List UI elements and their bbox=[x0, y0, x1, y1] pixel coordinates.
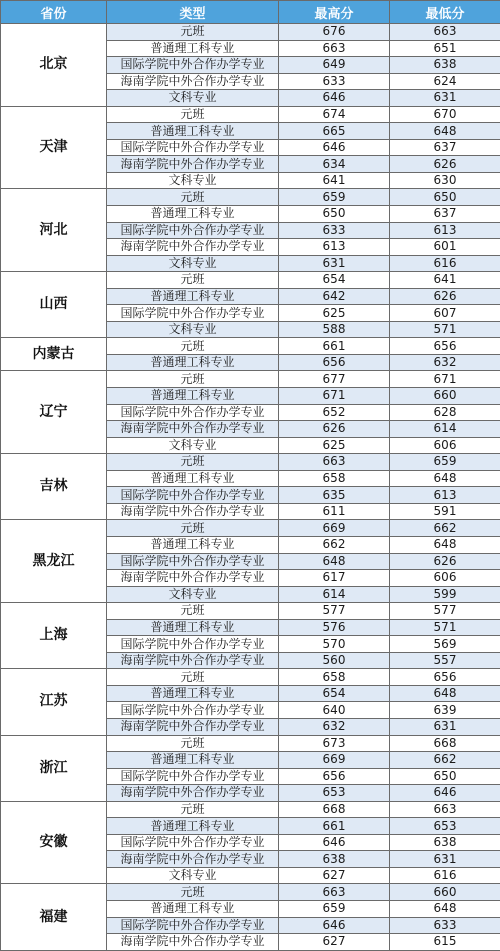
type-cell: 普通理工科专业 bbox=[107, 123, 279, 140]
min-score-cell: 626 bbox=[390, 553, 500, 570]
type-cell: 普通理工科专业 bbox=[107, 388, 279, 405]
type-cell: 文科专业 bbox=[107, 867, 279, 884]
province-cell: 天津 bbox=[1, 106, 107, 189]
header-type: 类型 bbox=[107, 1, 279, 24]
max-score-cell: 588 bbox=[279, 321, 390, 338]
max-score-cell: 663 bbox=[279, 454, 390, 471]
max-score-cell: 626 bbox=[279, 421, 390, 438]
min-score-cell: 630 bbox=[390, 172, 500, 189]
type-cell: 普通理工科专业 bbox=[107, 818, 279, 835]
min-score-cell: 638 bbox=[390, 834, 500, 851]
table-row bbox=[1, 371, 500, 388]
max-score-cell: 641 bbox=[279, 172, 390, 189]
max-score-cell: 642 bbox=[279, 288, 390, 305]
type-cell: 文科专业 bbox=[107, 321, 279, 338]
type-cell: 文科专业 bbox=[107, 255, 279, 272]
max-score-cell: 659 bbox=[279, 189, 390, 206]
max-score-cell: 633 bbox=[279, 73, 390, 90]
max-score-cell: 662 bbox=[279, 536, 390, 553]
type-cell: 国际学院中外合作办学专业 bbox=[107, 702, 279, 719]
table-row bbox=[1, 603, 500, 620]
min-score-cell: 631 bbox=[390, 851, 500, 868]
province-cell: 安徽 bbox=[1, 801, 107, 884]
max-score-cell: 658 bbox=[279, 470, 390, 487]
type-cell: 元班 bbox=[107, 520, 279, 537]
type-cell: 元班 bbox=[107, 371, 279, 388]
type-cell: 海南学院中外合作办学专业 bbox=[107, 156, 279, 173]
max-score-cell: 617 bbox=[279, 570, 390, 587]
type-cell: 海南学院中外合作办学专业 bbox=[107, 934, 279, 951]
min-score-cell: 670 bbox=[390, 106, 500, 123]
type-cell: 元班 bbox=[107, 338, 279, 355]
max-score-cell: 611 bbox=[279, 503, 390, 520]
type-cell: 普通理工科专业 bbox=[107, 206, 279, 223]
max-score-cell: 613 bbox=[279, 239, 390, 256]
min-score-cell: 601 bbox=[390, 239, 500, 256]
province-cell: 山西 bbox=[1, 272, 107, 338]
max-score-cell: 638 bbox=[279, 851, 390, 868]
max-score-cell: 671 bbox=[279, 388, 390, 405]
type-cell: 国际学院中外合作办学专业 bbox=[107, 834, 279, 851]
max-score-cell: 652 bbox=[279, 404, 390, 421]
header-province: 省份 bbox=[1, 1, 107, 24]
table-header bbox=[1, 1, 500, 24]
type-cell: 元班 bbox=[107, 669, 279, 686]
min-score-cell: 656 bbox=[390, 338, 500, 355]
min-score-cell: 648 bbox=[390, 900, 500, 917]
max-score-cell: 654 bbox=[279, 272, 390, 289]
type-cell: 元班 bbox=[107, 801, 279, 818]
table-row bbox=[1, 338, 500, 355]
min-score-cell: 639 bbox=[390, 702, 500, 719]
min-score-cell: 651 bbox=[390, 40, 500, 57]
max-score-cell: 627 bbox=[279, 934, 390, 951]
type-cell: 元班 bbox=[107, 106, 279, 123]
max-score-cell: 646 bbox=[279, 917, 390, 934]
type-cell: 元班 bbox=[107, 454, 279, 471]
min-score-cell: 557 bbox=[390, 652, 500, 669]
type-cell: 国际学院中外合作办学专业 bbox=[107, 222, 279, 239]
province-cell: 江苏 bbox=[1, 669, 107, 735]
province-cell: 辽宁 bbox=[1, 371, 107, 454]
table-row bbox=[1, 520, 500, 537]
min-score-cell: 616 bbox=[390, 867, 500, 884]
min-score-cell: 663 bbox=[390, 24, 500, 41]
max-score-cell: 663 bbox=[279, 884, 390, 901]
min-score-cell: 648 bbox=[390, 536, 500, 553]
table-row bbox=[1, 884, 500, 901]
type-cell: 普通理工科专业 bbox=[107, 536, 279, 553]
header-row bbox=[1, 1, 500, 24]
type-cell: 元班 bbox=[107, 24, 279, 41]
min-score-cell: 656 bbox=[390, 669, 500, 686]
min-score-cell: 660 bbox=[390, 884, 500, 901]
type-cell: 海南学院中外合作办学专业 bbox=[107, 570, 279, 587]
min-score-cell: 626 bbox=[390, 288, 500, 305]
min-score-cell: 637 bbox=[390, 139, 500, 156]
min-score-cell: 650 bbox=[390, 768, 500, 785]
min-score-cell: 616 bbox=[390, 255, 500, 272]
table-row bbox=[1, 669, 500, 686]
max-score-cell: 676 bbox=[279, 24, 390, 41]
max-score-cell: 640 bbox=[279, 702, 390, 719]
min-score-cell: 648 bbox=[390, 123, 500, 140]
type-cell: 国际学院中外合作办学专业 bbox=[107, 768, 279, 785]
max-score-cell: 653 bbox=[279, 785, 390, 802]
type-cell: 文科专业 bbox=[107, 172, 279, 189]
min-score-cell: 638 bbox=[390, 57, 500, 74]
type-cell: 国际学院中外合作办学专业 bbox=[107, 636, 279, 653]
min-score-cell: 613 bbox=[390, 222, 500, 239]
type-cell: 普通理工科专业 bbox=[107, 619, 279, 636]
province-cell: 浙江 bbox=[1, 735, 107, 801]
min-score-cell: 641 bbox=[390, 272, 500, 289]
type-cell: 普通理工科专业 bbox=[107, 288, 279, 305]
min-score-cell: 632 bbox=[390, 354, 500, 371]
max-score-cell: 648 bbox=[279, 553, 390, 570]
type-cell: 普通理工科专业 bbox=[107, 354, 279, 371]
min-score-cell: 660 bbox=[390, 388, 500, 405]
min-score-cell: 606 bbox=[390, 570, 500, 587]
min-score-cell: 626 bbox=[390, 156, 500, 173]
max-score-cell: 625 bbox=[279, 437, 390, 454]
min-score-cell: 614 bbox=[390, 421, 500, 438]
max-score-cell: 633 bbox=[279, 222, 390, 239]
max-score-cell: 650 bbox=[279, 206, 390, 223]
max-score-cell: 646 bbox=[279, 834, 390, 851]
table-row bbox=[1, 189, 500, 206]
type-cell: 海南学院中外合作办学专业 bbox=[107, 652, 279, 669]
max-score-cell: 632 bbox=[279, 718, 390, 735]
min-score-cell: 607 bbox=[390, 305, 500, 322]
table-body bbox=[1, 24, 500, 951]
table-row bbox=[1, 454, 500, 471]
type-cell: 文科专业 bbox=[107, 586, 279, 603]
min-score-cell: 624 bbox=[390, 73, 500, 90]
type-cell: 海南学院中外合作办学专业 bbox=[107, 421, 279, 438]
min-score-cell: 646 bbox=[390, 785, 500, 802]
type-cell: 国际学院中外合作办学专业 bbox=[107, 139, 279, 156]
type-cell: 元班 bbox=[107, 884, 279, 901]
min-score-cell: 577 bbox=[390, 603, 500, 620]
type-cell: 国际学院中外合作办学专业 bbox=[107, 404, 279, 421]
max-score-cell: 570 bbox=[279, 636, 390, 653]
type-cell: 元班 bbox=[107, 603, 279, 620]
max-score-cell: 635 bbox=[279, 487, 390, 504]
max-score-cell: 658 bbox=[279, 669, 390, 686]
header-max-score: 最高分 bbox=[279, 1, 390, 24]
type-cell: 海南学院中外合作办学专业 bbox=[107, 239, 279, 256]
province-cell: 内蒙古 bbox=[1, 338, 107, 371]
type-cell: 普通理工科专业 bbox=[107, 470, 279, 487]
max-score-cell: 668 bbox=[279, 801, 390, 818]
max-score-cell: 646 bbox=[279, 139, 390, 156]
type-cell: 国际学院中外合作办学专业 bbox=[107, 487, 279, 504]
type-cell: 海南学院中外合作办学专业 bbox=[107, 785, 279, 802]
min-score-cell: 648 bbox=[390, 470, 500, 487]
table-row bbox=[1, 272, 500, 289]
max-score-cell: 649 bbox=[279, 57, 390, 74]
min-score-cell: 671 bbox=[390, 371, 500, 388]
min-score-cell: 615 bbox=[390, 934, 500, 951]
table-row bbox=[1, 801, 500, 818]
min-score-cell: 668 bbox=[390, 735, 500, 752]
type-cell: 国际学院中外合作办学专业 bbox=[107, 553, 279, 570]
province-cell: 吉林 bbox=[1, 454, 107, 520]
type-cell: 普通理工科专业 bbox=[107, 40, 279, 57]
max-score-cell: 654 bbox=[279, 685, 390, 702]
table-row bbox=[1, 106, 500, 123]
province-cell: 福建 bbox=[1, 884, 107, 950]
min-score-cell: 631 bbox=[390, 90, 500, 107]
max-score-cell: 665 bbox=[279, 123, 390, 140]
max-score-cell: 673 bbox=[279, 735, 390, 752]
max-score-cell: 631 bbox=[279, 255, 390, 272]
max-score-cell: 577 bbox=[279, 603, 390, 620]
province-cell: 北京 bbox=[1, 24, 107, 107]
max-score-cell: 661 bbox=[279, 818, 390, 835]
max-score-cell: 614 bbox=[279, 586, 390, 603]
max-score-cell: 659 bbox=[279, 900, 390, 917]
max-score-cell: 677 bbox=[279, 371, 390, 388]
min-score-cell: 633 bbox=[390, 917, 500, 934]
max-score-cell: 661 bbox=[279, 338, 390, 355]
min-score-cell: 628 bbox=[390, 404, 500, 421]
min-score-cell: 571 bbox=[390, 321, 500, 338]
min-score-cell: 662 bbox=[390, 752, 500, 769]
min-score-cell: 663 bbox=[390, 801, 500, 818]
type-cell: 普通理工科专业 bbox=[107, 752, 279, 769]
min-score-cell: 631 bbox=[390, 718, 500, 735]
type-cell: 海南学院中外合作办学专业 bbox=[107, 718, 279, 735]
min-score-cell: 648 bbox=[390, 685, 500, 702]
province-cell: 河北 bbox=[1, 189, 107, 272]
min-score-cell: 599 bbox=[390, 586, 500, 603]
max-score-cell: 634 bbox=[279, 156, 390, 173]
province-cell: 上海 bbox=[1, 603, 107, 669]
min-score-cell: 571 bbox=[390, 619, 500, 636]
table-row bbox=[1, 735, 500, 752]
max-score-cell: 663 bbox=[279, 40, 390, 57]
max-score-cell: 656 bbox=[279, 354, 390, 371]
min-score-cell: 650 bbox=[390, 189, 500, 206]
header-min-score: 最低分 bbox=[390, 1, 500, 24]
type-cell: 国际学院中外合作办学专业 bbox=[107, 57, 279, 74]
max-score-cell: 656 bbox=[279, 768, 390, 785]
min-score-cell: 659 bbox=[390, 454, 500, 471]
max-score-cell: 625 bbox=[279, 305, 390, 322]
min-score-cell: 591 bbox=[390, 503, 500, 520]
min-score-cell: 662 bbox=[390, 520, 500, 537]
table-row bbox=[1, 24, 500, 41]
max-score-cell: 627 bbox=[279, 867, 390, 884]
type-cell: 国际学院中外合作办学专业 bbox=[107, 917, 279, 934]
type-cell: 海南学院中外合作办学专业 bbox=[107, 503, 279, 520]
max-score-cell: 646 bbox=[279, 90, 390, 107]
type-cell: 元班 bbox=[107, 735, 279, 752]
max-score-cell: 674 bbox=[279, 106, 390, 123]
type-cell: 普通理工科专业 bbox=[107, 900, 279, 917]
type-cell: 国际学院中外合作办学专业 bbox=[107, 305, 279, 322]
max-score-cell: 669 bbox=[279, 752, 390, 769]
type-cell: 文科专业 bbox=[107, 90, 279, 107]
min-score-cell: 606 bbox=[390, 437, 500, 454]
min-score-cell: 637 bbox=[390, 206, 500, 223]
type-cell: 元班 bbox=[107, 189, 279, 206]
min-score-cell: 653 bbox=[390, 818, 500, 835]
min-score-cell: 569 bbox=[390, 636, 500, 653]
type-cell: 海南学院中外合作办学专业 bbox=[107, 851, 279, 868]
min-score-cell: 613 bbox=[390, 487, 500, 504]
type-cell: 普通理工科专业 bbox=[107, 685, 279, 702]
max-score-cell: 576 bbox=[279, 619, 390, 636]
province-cell: 黑龙江 bbox=[1, 520, 107, 603]
type-cell: 文科专业 bbox=[107, 437, 279, 454]
max-score-cell: 669 bbox=[279, 520, 390, 537]
type-cell: 元班 bbox=[107, 272, 279, 289]
max-score-cell: 560 bbox=[279, 652, 390, 669]
type-cell: 海南学院中外合作办学专业 bbox=[107, 73, 279, 90]
